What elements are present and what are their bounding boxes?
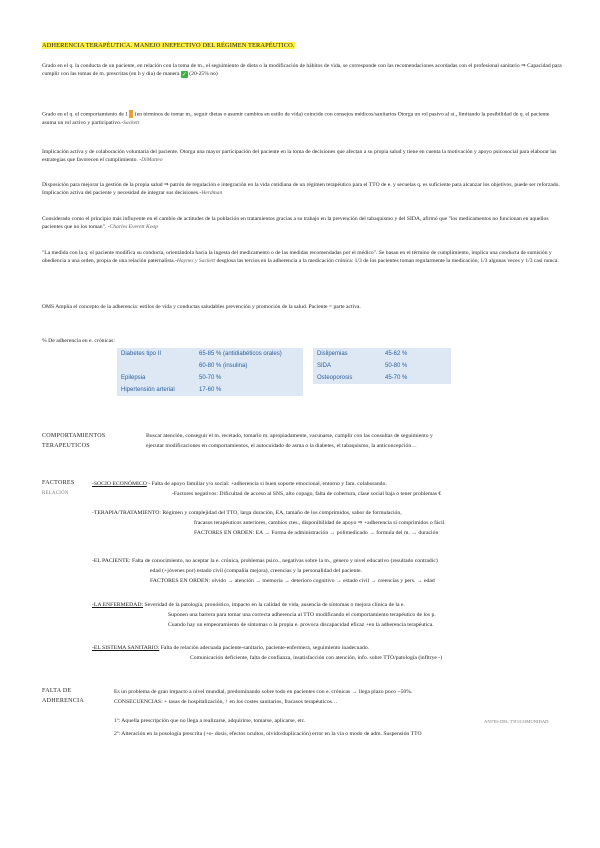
p3-author: DiMatteo <box>141 157 163 164</box>
factor-terapia <box>92 509 402 517</box>
p5-author: Charles Everett Koop <box>109 224 159 231</box>
table-cell: Osteoporosis <box>313 372 381 384</box>
table-row <box>117 372 451 384</box>
table-row <box>117 348 451 360</box>
table-cell <box>381 384 451 396</box>
factor-line: - Falta de apoyo familiar y/o social: +adherencia si buen soporte emocional, entorno y fam. colaborando. <box>148 481 387 487</box>
table-cell: 50-70 % <box>195 372 303 384</box>
factor-line: Falta de relación adecuada paciente-sanitario, paciente-enfermera, seguimiento inadecuado. <box>160 645 370 651</box>
factor-line: FACTORES EN ORDEN: olvido → atención → memoria → deterioro cognitivo → estado civil → creencias y pers. → edad <box>150 578 435 584</box>
factor-line: Comunicación deficiente, falta de confianza, insatisfacción con atención, info. sobre TTO/patología (infltrye -) <box>190 655 443 661</box>
comportamientos-line-2: ejecutar modificaciones en comportamientos, el autocuidado de asma o la diabetes, el tabaquismo, la anticoncepción… <box>146 443 417 449</box>
table-cell: 65-85 % (antidiabéticos orales) <box>195 348 303 360</box>
table-cell: Diabetes tipo II <box>117 348 195 360</box>
table-row <box>117 360 451 372</box>
p6-text: "La medida con la q. el paciente modifica su conducta, orientándola hacia la ingesta del medicamento o de las medidas recomendadas por el médico". Se basan en el término de cumplimiento, implica una conducta de sumisión y obediencia a una orden, propia de una relación paternalista.- <box>42 250 552 265</box>
falta-line-2 <box>114 698 338 706</box>
p4-text: Disposición para mejorar la gestión de la propia salud ⇒ patrón de regulación e integración en la vida cotidiana de un régimen terapéutico para el TTO de e. y secuelas q. es suficiente para alcanzar los objetivos, puede ser reforzado. Implicación activa del paciente y necesidad de integrar sus decisiones.- <box>42 182 560 197</box>
paragraph-definition-3 <box>42 148 562 165</box>
falta-label: FALTA DE <box>42 688 72 694</box>
p2-author: Sackett <box>123 119 140 126</box>
factor-line: Falta de conocimiento, no aceptar la e. crónica, problemas psico., negativas sobre la m., género y nivel educativo (resultado contradic) <box>132 558 438 564</box>
factor-line: -Factores negativos: Dificultad de acceso al SNS, alto copago, falta de cobertura, clase social baja o tener problemas € <box>172 491 442 497</box>
factor-line: edad (+jóvenes por) estado civil (compañía mejora), creencias y la personalidad del paciente. <box>150 568 362 574</box>
paragraph-definition-5 <box>42 215 562 232</box>
consecuencias-head: CONSECUENCIAS: <box>114 699 163 705</box>
oms-text: OMS Amplía el concepto de la adherencia: estilos de vida y conductas saludables prevención y promoción de la salud. Paciente = parte activa. <box>42 304 361 310</box>
p2-text: Grado en el q. el comportamiento de 1 <box>42 111 129 118</box>
factor-socioeconomico <box>92 480 387 488</box>
table-cell: 17-60 % <box>195 384 303 396</box>
terapeuticos-label: TERAPEUTICOS <box>42 443 90 449</box>
adherence-table <box>117 348 451 396</box>
comportamientos-label: COMPORTAMIENTOS <box>42 433 106 439</box>
table-caption: % De adherencia en e. crónicas: <box>42 338 115 344</box>
p2b-text: (en términos de tomar m., seguir dietas o asumir cambios en estilo de vida) coincide con consejos médicos/sanitarios Otorga un rol pasivo al st., limitando la posibilidad de q. el paciente asuma un rol activo y participativo.- <box>42 111 550 126</box>
factor-head: -EL PACIENTE: <box>92 558 131 564</box>
p3-text: Implicación activa y de colaboración voluntaria del paciente. Otorga una mayor participación del paciente en la toma de decisiones que afectan a su propia salud y tiene en cuenta la motivación y apoyo psicosocial para elaborar las estrategias que favorecen el cumplimiento. - <box>42 149 557 164</box>
factores-sub-label: RELACIÓN <box>42 491 69 496</box>
p6-author: Haynes y Sackett <box>176 258 216 265</box>
oms-paragraph <box>42 303 562 311</box>
p1-tail: (20-25% no) <box>189 71 218 78</box>
factor-sistema-sanitario <box>92 644 369 652</box>
p5-text: Considerado como el principio más influyente en el cambio de actitudes de la población en tratamientos gracias a su trabajo en la prevención del tabaquismo y del SIDA, afirmó que "los medicamentos no funcionan en aquellos pacientes que no los toman". - <box>42 216 549 231</box>
table-cell: 60-80 % (insulina) <box>195 360 303 372</box>
factor-line: Severidad de la patología, pronóstico, impacto en la calidad de vida, ausencia de síntomas o mejora clínica de la e. <box>144 602 405 608</box>
factor-head: -SOCIO ECONÓMICO <box>92 481 147 487</box>
paragraph-definition-4 <box>42 181 562 198</box>
factor-head: -LA ENFERMEDAD: <box>92 602 144 608</box>
p1-text: Grado en el q. la conducta de un paciente, en relación con la toma de m., el seguimiento de dieta o la modificación de hábitos de vida, se corresponde con las recomendaciones acordadas con el profesional sanitario ⇒ Capacidad para cumplir con las tomas de m. prescritas (en h y dia) de manera <box>42 63 562 78</box>
falta-line-1: Es un problema de gran impacto a nivel mundial, predominando sobre todo en pacientes con e. crónicas → llega plazo poco ~50%. <box>114 689 413 695</box>
p4-author: Herdman <box>201 190 223 197</box>
table-cell: 50-80 % <box>381 360 451 372</box>
table-cell <box>117 360 195 372</box>
factor-line: Régimen y complejidad del TTO, larga duración, EA, tamaño de los comprimidos, sabor de formulación, <box>162 510 402 516</box>
table-cell: 45-62 % <box>381 348 451 360</box>
falta-note: ANTES DEL TTO/COMUNIDAD <box>484 719 549 724</box>
person-icon <box>129 110 133 118</box>
table-cell: Dislipemias <box>313 348 381 360</box>
factor-paciente <box>92 557 438 565</box>
factor-line: Cuando hay un empeoramiento de síntomas o la propia e. provoca discapacidad eficaz +en la adherencia terapéutica. <box>168 622 434 628</box>
factor-line: fracasos terapéuticos anteriores, cambios ctes., disponibilidad de apoyo ⇒ +adherencia si comprimidos o fácil. <box>194 520 446 526</box>
table-cell: SIDA <box>313 360 381 372</box>
paragraph-definition-2 <box>42 110 562 127</box>
table-cell: Epilepsia <box>117 372 195 384</box>
adherencia-label: ADHERENCIA <box>42 698 84 704</box>
factores-label: FACTORES <box>42 480 75 486</box>
paragraph-definition-1 <box>42 62 562 79</box>
factor-enfermedad <box>92 601 405 609</box>
factor-head: -TERAPIA/TRATAMIENTO: <box>92 510 161 516</box>
comportamientos-line-1: Buscar atención, conseguir el m. recetado, tomarlo m. apropiadamente, vacunarse, cumplir con las consultas de seguimiento y <box>146 433 433 439</box>
factor-line: FACTORES EN ORDEN: EA → Forma de administración → polimedicado → formula del m. → duración <box>194 530 439 536</box>
falta-line-3: 1º: Aquella prescripción que no llega a realizarse, adquirirse, tomarse, aplicarse, etc. <box>114 718 306 724</box>
table-cell: Hipertensión arterial <box>117 384 195 396</box>
p6-tail: desglosa las tercios en la adherencia a la medicación crónica: 1/3 de los pacientes toman regularmente la medicación, 1/3 algunas veces y 1/3 casi nunca. <box>216 258 559 265</box>
paragraph-definition-6 <box>42 249 562 266</box>
factor-head: -EL SISTEMA SANITARIO: <box>92 645 160 651</box>
table-cell: 45-70 % <box>381 372 451 384</box>
falta-line-4: 2º: Alteración en la posología prescrita (+o- dosis, efectos ocultos, olvido/duplicación) error en la vía o modo de adm. Suspensión TTO <box>114 731 422 737</box>
table-cell <box>313 384 381 396</box>
factor-line: Suponen una barrera para tomar una correcta adherencia al TTO modificando el comportamiento terapéutico de los p. <box>168 612 436 618</box>
title-text: ADHERENCIA TERAPÉUTICA. MANEJO INEFECTIVO DEL RÉGIMEN TERAPÉUTICO. <box>42 42 295 49</box>
table-row <box>117 384 451 396</box>
consecuencias-text: + tasas de hospitalización, ↑ en los costes sanitarios, fracasos terapéuticos… <box>164 699 338 705</box>
check-icon: ✓ <box>181 70 187 78</box>
page-title <box>42 42 295 49</box>
